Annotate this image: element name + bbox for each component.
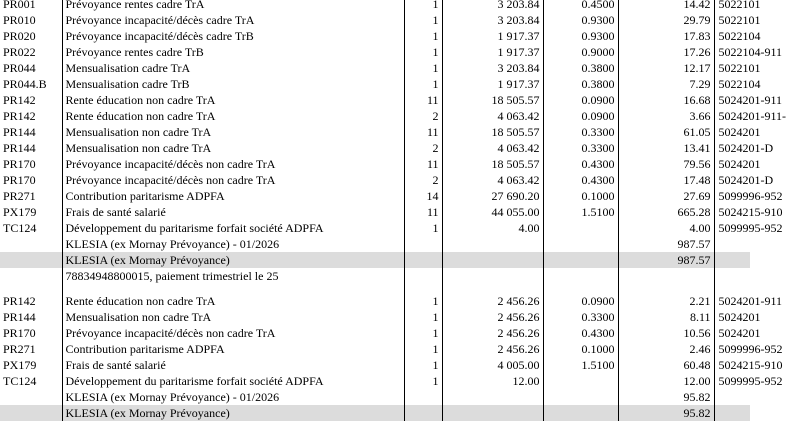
cell-label: Prévoyance incapacité/décès non cadre TrA [62, 172, 404, 188]
cell-amount: 17.26 [618, 44, 714, 60]
table-row [0, 309, 750, 325]
table-row [0, 172, 750, 188]
cell-label: KLESIA (ex Mornay Prévoyance) - 01/2026 [62, 236, 404, 252]
table-row [0, 140, 750, 156]
cell-label: Rente éducation non cadre TrA [62, 108, 404, 124]
table-row [0, 108, 750, 124]
cell-code: PR020 [3, 29, 36, 43]
cell-amount: 79.56 [618, 156, 714, 172]
cell-quantity: 1 [404, 76, 442, 92]
cell-amount: 7.29 [618, 76, 714, 92]
cell-base: 3 203.84 [442, 60, 543, 76]
table-row [0, 188, 750, 204]
table-row [0, 0, 750, 12]
cell-amount: 17.48 [618, 172, 714, 188]
cell-rate: 0.4300 [543, 325, 618, 341]
cell-account: 5024201 [714, 325, 750, 341]
cell-amount: 27.69 [618, 188, 714, 204]
cell-amount: 61.05 [618, 124, 714, 140]
cell-code: PX179 [3, 205, 37, 219]
cell-quantity: 11 [404, 92, 442, 108]
cell-code: PR170 [3, 326, 36, 340]
cell-account: 5024201-911- [714, 108, 750, 124]
cell-amount: 95.82 [618, 405, 714, 421]
cell-account: 5024201 [714, 124, 750, 140]
cell-amount [618, 284, 714, 293]
cell-base: 18 505.57 [442, 124, 543, 140]
cell-account: 5022101 [714, 0, 750, 12]
cell-quantity: 11 [404, 124, 442, 140]
cell-rate: 0.3300 [543, 124, 618, 140]
cell-rate: 0.4300 [543, 156, 618, 172]
cell-rate [543, 373, 618, 389]
cell-code: PR010 [3, 13, 36, 27]
cell-quantity: 11 [404, 204, 442, 220]
table-row [0, 268, 750, 284]
cell-amount: 14.42 [618, 0, 714, 12]
cell-rate [543, 220, 618, 236]
cell-base: 1 917.37 [442, 44, 543, 60]
cell-base: 4 005.00 [442, 357, 543, 373]
cell-code: PR044.B [3, 77, 47, 91]
cell-rate: 0.3300 [543, 140, 618, 156]
cell-code [0, 389, 62, 405]
cell-base: 2 456.26 [442, 293, 543, 309]
cell-base: 44 055.00 [442, 204, 543, 220]
cell-label: Prévoyance incapacité/décès non cadre TrA [62, 156, 404, 172]
cell-amount: 29.79 [618, 12, 714, 28]
cell-code: PR142 [3, 93, 36, 107]
cell-account [714, 389, 750, 405]
cell-quantity [404, 405, 442, 421]
table-row [0, 325, 750, 341]
cell-label: KLESIA (ex Mornay Prévoyance) - 01/2026 [62, 389, 404, 405]
cell-label: Prévoyance rentes cadre TrA [62, 0, 404, 12]
cell-account: 5022101 [714, 60, 750, 76]
cell-amount: 12.17 [618, 60, 714, 76]
cell-account: 5024201-D [714, 172, 750, 188]
cell-label: Mensualisation non cadre TrA [62, 124, 404, 140]
cell-code: TC124 [3, 221, 37, 235]
cell-base [442, 252, 543, 268]
cell-amount: 10.56 [618, 325, 714, 341]
cell-amount: 17.83 [618, 28, 714, 44]
cell-quantity: 1 [404, 0, 442, 12]
table-row [0, 220, 750, 236]
cell-label: KLESIA (ex Mornay Prévoyance) [62, 405, 404, 421]
table-row [0, 236, 750, 252]
cell-account: 5022104-911 [714, 44, 750, 60]
cell-label: 78834948800015, paiement trimestriel le 25 [62, 268, 404, 284]
cell-rate: 0.3300 [543, 309, 618, 325]
cell-code [0, 236, 62, 252]
cell-amount: 16.68 [618, 92, 714, 108]
table-row [0, 60, 750, 76]
cell-quantity: 1 [404, 12, 442, 28]
cell-amount: 4.00 [618, 220, 714, 236]
table-row [0, 389, 750, 405]
cell-quantity: 1 [404, 44, 442, 60]
cell-label: Mensualisation cadre TrB [62, 76, 404, 92]
cell-base: 18 505.57 [442, 156, 543, 172]
cell-rate [543, 284, 618, 293]
cell-base: 3 203.84 [442, 12, 543, 28]
cell-rate: 0.9000 [543, 44, 618, 60]
cell-code [0, 252, 62, 268]
cell-account: 5024201-911 [714, 92, 750, 108]
cell-account: 5024201-911 [714, 293, 750, 309]
cell-label [62, 284, 404, 293]
cell-base: 2 456.26 [442, 309, 543, 325]
cell-rate: 0.4300 [543, 172, 618, 188]
cell-account: 5099996-952 [714, 188, 750, 204]
cell-label: Prévoyance incapacité/décès cadre TrB [62, 28, 404, 44]
table-row [0, 92, 750, 108]
cell-amount: 3.66 [618, 108, 714, 124]
cell-quantity [404, 284, 442, 293]
table-row [0, 204, 750, 220]
cell-amount [618, 268, 714, 284]
cell-rate: 1.5100 [543, 204, 618, 220]
cell-quantity: 2 [404, 140, 442, 156]
cell-quantity: 1 [404, 357, 442, 373]
cell-code: PR271 [3, 189, 36, 203]
cell-label: Contribution paritarisme ADPFA [62, 188, 404, 204]
cell-rate: 0.9300 [543, 12, 618, 28]
cell-quantity [404, 252, 442, 268]
cell-account: 5022101 [714, 12, 750, 28]
cell-code: PR271 [3, 342, 36, 356]
cell-base: 27 690.20 [442, 188, 543, 204]
cell-quantity: 1 [404, 325, 442, 341]
cell-base: 3 203.84 [442, 0, 543, 12]
cell-account: 5024201 [714, 156, 750, 172]
table-row [0, 12, 750, 28]
cell-label: Mensualisation non cadre TrA [62, 309, 404, 325]
cell-code: PR170 [3, 173, 36, 187]
cell-base: 2 456.26 [442, 325, 543, 341]
cell-rate: 0.0900 [543, 92, 618, 108]
cell-label: Frais de santé salarié [62, 204, 404, 220]
cell-quantity: 1 [404, 60, 442, 76]
cell-quantity [404, 236, 442, 252]
cell-base [442, 268, 543, 284]
cell-rate: 0.9300 [543, 28, 618, 44]
table-row [0, 28, 750, 44]
cell-rate: 0.3800 [543, 60, 618, 76]
cell-code: PR144 [3, 310, 36, 324]
cell-account [714, 284, 750, 293]
cell-code: TC124 [3, 374, 37, 388]
cell-amount: 2.46 [618, 341, 714, 357]
cell-code: PR144 [3, 125, 36, 139]
cell-base [442, 389, 543, 405]
cell-label: Contribution paritarisme ADPFA [62, 341, 404, 357]
table-row [0, 357, 750, 373]
cell-account: 5099995-952 [714, 373, 750, 389]
cell-label: Mensualisation non cadre TrA [62, 140, 404, 156]
cell-account: 5024215-910 [714, 204, 750, 220]
cell-base: 4 063.42 [442, 108, 543, 124]
table-row [0, 293, 750, 309]
cell-quantity: 1 [404, 309, 442, 325]
cell-base: 1 917.37 [442, 76, 543, 92]
table-row [0, 156, 750, 172]
cell-rate [543, 389, 618, 405]
cell-account: 5022104 [714, 76, 750, 92]
cell-rate: 0.1000 [543, 188, 618, 204]
cell-account: 5024201-D [714, 140, 750, 156]
cell-quantity [404, 268, 442, 284]
cell-account [714, 268, 750, 284]
cell-code: PR022 [3, 45, 36, 59]
cell-code: PR001 [3, 0, 36, 11]
cell-code: PR142 [3, 109, 36, 123]
subtotal-row [0, 252, 750, 268]
cell-rate [543, 268, 618, 284]
cell-base: 4 063.42 [442, 172, 543, 188]
cell-code: PR142 [3, 294, 36, 308]
cell-amount: 13.41 [618, 140, 714, 156]
table-row [0, 341, 750, 357]
cell-base [442, 405, 543, 421]
cell-rate [543, 405, 618, 421]
cell-account [714, 405, 750, 421]
cell-rate: 1.5100 [543, 357, 618, 373]
cell-base: 4.00 [442, 220, 543, 236]
cell-quantity [404, 389, 442, 405]
cell-amount: 2.21 [618, 293, 714, 309]
table-row [0, 44, 750, 60]
table-row [0, 124, 750, 140]
cell-rate: 0.4500 [543, 0, 618, 12]
cell-base [442, 236, 543, 252]
spacer-row [0, 284, 750, 293]
cell-code: PR044 [3, 61, 36, 75]
cell-account: 5022104 [714, 28, 750, 44]
cell-label: Développement du paritarisme forfait société ADPFA [62, 220, 404, 236]
cell-rate: 0.0900 [543, 293, 618, 309]
cell-quantity: 14 [404, 188, 442, 204]
subtotal-row [0, 405, 750, 421]
cell-quantity: 2 [404, 108, 442, 124]
cell-account [714, 252, 750, 268]
cell-quantity: 2 [404, 172, 442, 188]
cell-amount: 95.82 [618, 389, 714, 405]
cell-base: 12.00 [442, 373, 543, 389]
cell-label: Mensualisation cadre TrA [62, 60, 404, 76]
cell-amount: 987.57 [618, 236, 714, 252]
cell-label: Prévoyance incapacité/décès non cadre TrA [62, 325, 404, 341]
cell-rate: 0.1000 [543, 341, 618, 357]
cell-rate [543, 252, 618, 268]
cell-quantity: 1 [404, 220, 442, 236]
cell-base: 2 456.26 [442, 341, 543, 357]
cell-rate: 0.3800 [543, 76, 618, 92]
cell-code: PR144 [3, 141, 36, 155]
cell-account: 5024201 [714, 309, 750, 325]
cell-label: Prévoyance rentes cadre TrB [62, 44, 404, 60]
cell-amount: 665.28 [618, 204, 714, 220]
cell-code [0, 268, 62, 284]
cell-code: PX179 [3, 358, 37, 372]
cell-account: 5024215-910 [714, 357, 750, 373]
cell-amount: 8.11 [618, 309, 714, 325]
cell-label: Frais de santé salarié [62, 357, 404, 373]
cell-label: Prévoyance incapacité/décès cadre TrA [62, 12, 404, 28]
cell-account: 5099995-952 [714, 220, 750, 236]
cell-quantity: 1 [404, 341, 442, 357]
cell-rate [543, 236, 618, 252]
cell-quantity: 11 [404, 156, 442, 172]
cell-account: 5099996-952 [714, 341, 750, 357]
cell-label: Développement du paritarisme forfait société ADPFA [62, 373, 404, 389]
cell-label: Rente éducation non cadre TrA [62, 293, 404, 309]
cell-base [442, 284, 543, 293]
cell-amount: 12.00 [618, 373, 714, 389]
cell-quantity: 1 [404, 373, 442, 389]
cell-account [714, 236, 750, 252]
cell-label: Rente éducation non cadre TrA [62, 92, 404, 108]
cell-rate: 0.0900 [543, 108, 618, 124]
cell-label: KLESIA (ex Mornay Prévoyance) [62, 252, 404, 268]
cell-code [0, 284, 62, 293]
cell-quantity: 1 [404, 293, 442, 309]
cell-base: 18 505.57 [442, 92, 543, 108]
cell-code [0, 405, 62, 421]
cell-quantity: 1 [404, 28, 442, 44]
cell-base: 1 917.37 [442, 28, 543, 44]
cell-base: 4 063.42 [442, 140, 543, 156]
table-row [0, 76, 750, 92]
cell-code: PR170 [3, 157, 36, 171]
cell-amount: 60.48 [618, 357, 714, 373]
table-row [0, 373, 750, 389]
cell-amount: 987.57 [618, 252, 714, 268]
